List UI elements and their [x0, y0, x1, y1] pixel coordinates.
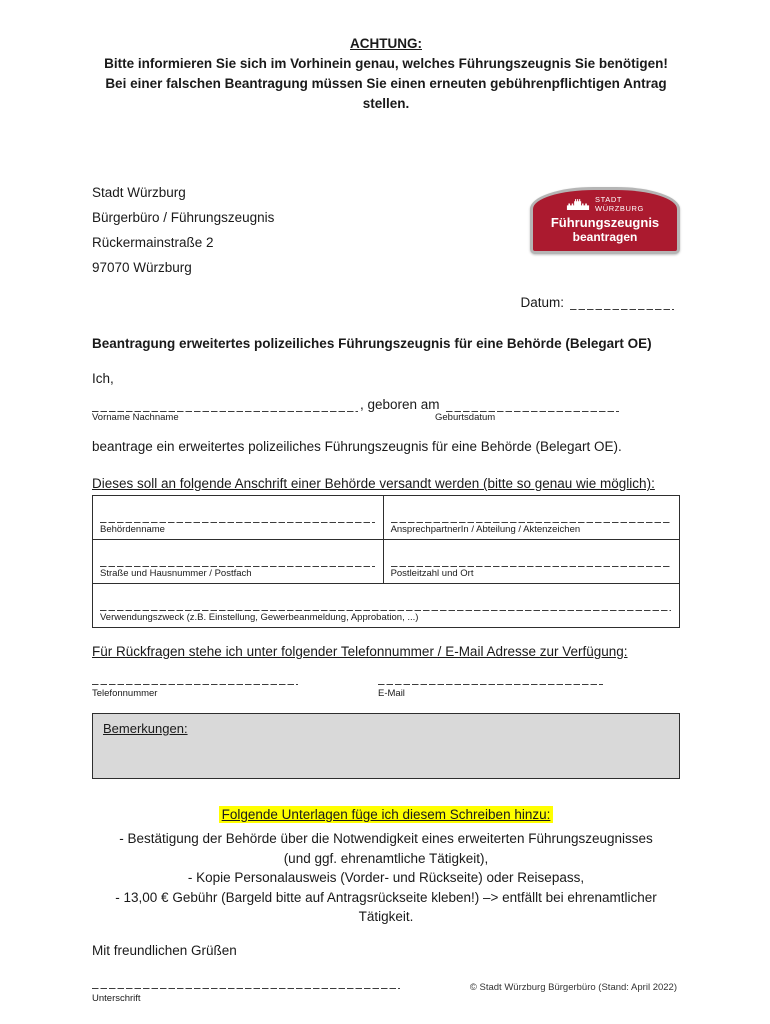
attention-notice	[92, 34, 680, 114]
email-blank-line[interactable]	[378, 669, 603, 685]
castle-icon	[566, 197, 590, 213]
notice-line: Bitte informieren Sie sich im Vorhinein genau, welches Führungszeugnis Sie benötigen!	[104, 56, 668, 71]
subject-line: Beantragung erweitertes polizeiliches Führungszeugnis für eine Behörde (Belegart OE)	[92, 336, 652, 351]
purpose-caption: Verwendungszweck (z.B. Einstellung, Gewerbeanmeldung, Approbation, ...)	[100, 612, 419, 623]
badge-title: Führungszeugnis	[550, 215, 660, 230]
authority-street-cell	[93, 540, 384, 584]
contact-heading: Für Rückfragen stehe ich unter folgender Telefonnummer / E-Mail Adresse zur Verfügung:	[92, 644, 628, 659]
authority-address-table	[92, 495, 680, 628]
authority-name-blank-line[interactable]	[100, 511, 375, 523]
attachment-item: (und ggf. ehrenamtliche Tätigkeit),	[283, 850, 489, 866]
name-blank-line[interactable]	[92, 396, 358, 412]
authority-street-blank-line[interactable]	[100, 555, 375, 567]
birthdate-blank-line[interactable]	[446, 396, 619, 412]
authority-address-heading: Dieses soll an folgende Anschrift einer Behörde versandt werden (bitte so genau wie möglich):	[92, 476, 655, 491]
phone-blank-line[interactable]	[92, 669, 298, 685]
request-line: beantrage ein erweitertes polizeiliches Führungszeugnis für eine Behörde (Belegart OE).	[92, 439, 622, 454]
wuerzburg-badge	[530, 187, 680, 254]
remarks-heading: Bemerkungen:	[103, 721, 188, 736]
footer-copyright: © Stadt Würzburg Bürgerbüro (Stand: April 2022)	[469, 982, 677, 993]
email-caption: E-Mail	[378, 688, 405, 699]
recipient-line: Rückermainstraße 2	[92, 235, 214, 250]
greeting-line: Mit freundlichen Grüßen	[92, 942, 237, 958]
notice-line: Bei einer falschen Beantragung müssen Sie einen erneuten gebührenpflichtigen Antrag stellen.	[105, 76, 667, 111]
authority-street-caption: Straße und Hausnummer / Postfach	[100, 568, 252, 579]
authority-name-caption: Behördenname	[100, 524, 165, 535]
authority-city-blank-line[interactable]	[391, 555, 671, 567]
authority-contact-blank-line[interactable]	[391, 511, 671, 523]
attachment-item: - Bestätigung der Behörde über die Notwendigkeit eines erweiterten Führungszeugnisses	[119, 831, 653, 846]
authority-city-caption: Postleitzahl und Ort	[390, 568, 474, 579]
recipient-address	[92, 180, 274, 280]
recipient-line: Stadt Würzburg	[92, 185, 186, 200]
attachments-list	[92, 829, 680, 927]
purpose-cell	[93, 584, 680, 628]
signature-blank-line[interactable]	[92, 974, 400, 990]
purpose-blank-line[interactable]	[100, 599, 671, 611]
birthdate-caption: Geburtsdatum	[435, 412, 496, 423]
attachments-heading: Folgende Unterlagen füge ich diesem Schreiben hinzu:	[219, 806, 554, 823]
born-on-label: , geboren am	[360, 397, 440, 412]
attachment-item: - Kopie Personalausweis (Vorder- und Rückseite) oder Reisepass,	[187, 870, 585, 885]
remarks-box[interactable]	[92, 713, 680, 779]
name-caption: Vorname Nachname	[92, 412, 179, 423]
recipient-line: 97070 Würzburg	[92, 260, 192, 275]
attachment-item: - 13,00 € Gebühr (Bargeld bitte auf Antragsrückseite kleben!) –> entfällt bei ehrenamtlicher Tätigkeit.	[115, 889, 657, 924]
authority-contact-cell	[383, 496, 679, 540]
date-row	[92, 290, 680, 310]
notice-title: ACHTUNG:	[350, 36, 422, 51]
authority-city-cell	[383, 540, 679, 584]
phone-caption: Telefonnummer	[92, 688, 158, 699]
recipient-line: Bürgerbüro / Führungszeugnis	[92, 210, 275, 225]
date-label: Datum:	[520, 295, 564, 310]
badge-subtitle: beantragen	[572, 230, 638, 244]
date-blank-line[interactable]	[570, 295, 674, 310]
authority-contact-caption: AnsprechpartnerIn / Abteilung / Aktenzeichen	[390, 524, 581, 535]
badge-org-name	[595, 196, 644, 213]
badge-org-line: WÜRZBURG	[595, 203, 644, 213]
salutation: Ich,	[92, 371, 114, 386]
signature-caption: Unterschrift	[92, 992, 141, 1004]
badge-org-line: STADT	[595, 195, 623, 204]
authority-name-cell	[93, 496, 384, 540]
